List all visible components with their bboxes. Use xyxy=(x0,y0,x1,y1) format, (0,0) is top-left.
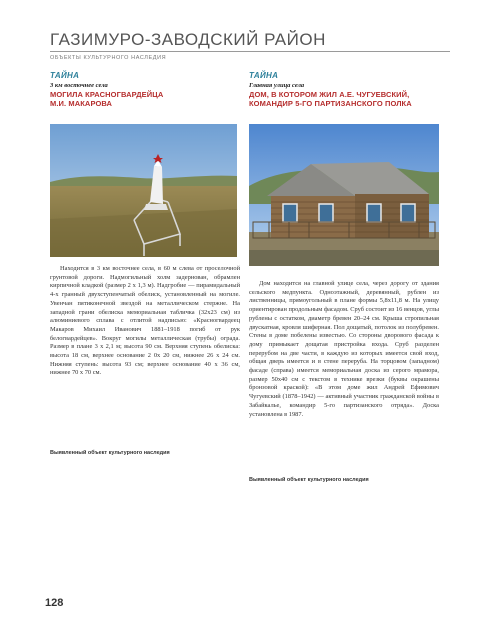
right-description: Дом находится на главной улице села, через дорогу от здания сельского медпункта. Одноэтажный, деревянный, рублен из лиственницы, прямоугольный в плане формы 5,8х11,8 м. На улицу ориентирован продольным фасадом. Сруб состоит из 16 венцов, углы рублены с остатком, диаметр бревен 20–24 см. Крыша стропильная двускатная, кровля шиферная. Пол дощатый, потолок из полубревен. Стены в доме побелены известью. Со стороны дворового фасада к дому примыкает дощатая пристройка входа. Сруб разделен перерубом на две части, в каждую из которых имеется свой вход, общая дверь имеется и в стене переруба. На торцовом (западном) фасаде (справа) имеется мемориальная доска из серого мрамора, размер 50х40 см с текстом в технике врезки (буквы окрашены бронзовой краской): «В этом доме жил Андрей Ефимович Чугуевский (1878–1942) — активный участник гражданской войны в Забайкалье, командир 5-го партизанского отряда». Доска установлена в 1987. xyxy=(249,280,439,418)
right-entry-heading xyxy=(249,71,439,108)
location-text: Главная улица села xyxy=(249,82,305,89)
page-number: 128 xyxy=(45,597,64,609)
header-rule xyxy=(50,51,450,52)
place-name: ТАЙНА xyxy=(249,71,279,80)
object-title-line-1: ДОМ, В КОТОРОМ ЖИЛ А.Е. ЧУГУЕВСКИЙ, xyxy=(249,90,410,99)
left-entry-heading xyxy=(50,71,240,108)
location-text: 3 км восточнее села xyxy=(50,82,108,89)
page-header xyxy=(50,31,450,61)
district-title: ГАЗИМУРО-ЗАВОДСКИЙ РАЙОН xyxy=(50,30,326,49)
object-title-line-2: М.И. МАКАРОВА xyxy=(50,99,113,108)
left-description: Находится в 3 км восточнее села, в 60 м слева от проселочной грунтовой дороги. Надмогильный холм задернован, обрамлен кирпичной кладкой (размер 2 х 1,3 м). Надгробие — пирамидальный 4-х гранный двухступенчатый обелиск, установленный на могиле. Увенчан пятиконечной звездой на металлическом стержне. На западной грани обелиска мемориальная табличка (32х23 см) из алюминиевого сплава с отлитой надписью: «Красногвардеец Макаров Михаил Иванович 1881–1918 погиб от рук белогвардейцев». Вокруг могилы металлическая (трубы) ограда. Размер в плане 3 х 2,1 м; высота 90 см. Верхняя ступень обелиска: высота 18 см, верхнее основание 2 0х 20 см, нижнее 26 х 24 см. Нижняя ступень: высота 93 см; верхнее основание 40 х 36 см, нижнее 70 х 70 см. xyxy=(50,265,240,377)
heritage-status-right: Выявленный объект культурного наследия xyxy=(249,477,369,483)
object-title-line-1: МОГИЛА КРАСНОГВАРДЕЙЦА xyxy=(50,90,164,99)
section-subtitle: ОБЪЕКТЫ КУЛЬТУРНОГО НАСЛЕДИЯ xyxy=(50,55,167,61)
heritage-status-left: Выявленный объект культурного наследия xyxy=(50,450,170,456)
object-title-line-2: КОМАНДИР 5-ГО ПАРТИЗАНСКОГО ПОЛКА xyxy=(249,99,412,108)
place-name: ТАЙНА xyxy=(50,71,80,80)
house-photo xyxy=(249,124,439,266)
grave-photo xyxy=(50,124,237,257)
